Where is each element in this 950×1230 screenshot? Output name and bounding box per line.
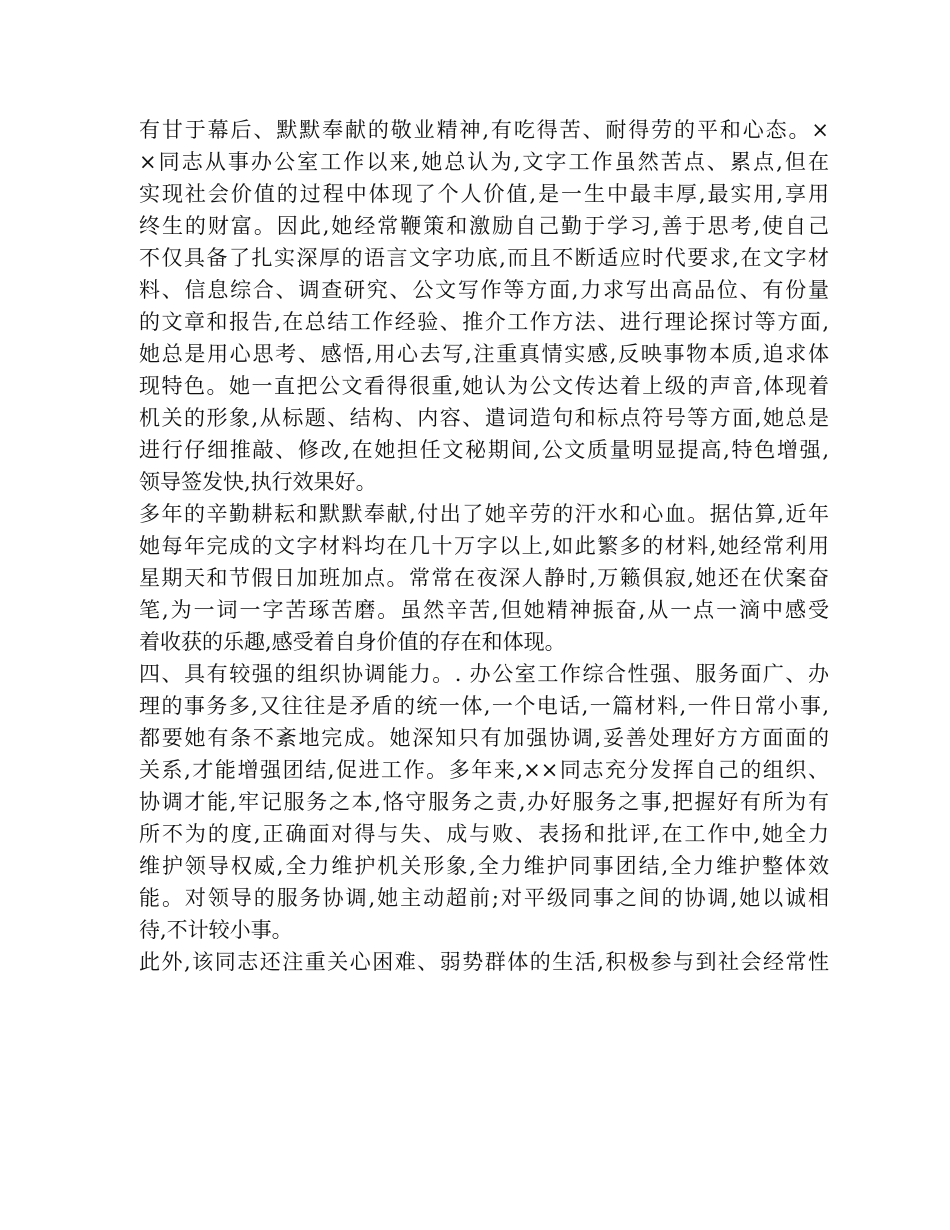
- text-line: 的文章和报告,在总结工作经验、推介工作方法、进行理论探讨等方面,: [139, 310, 829, 334]
- text-line: 不仅具备了扎实深厚的语言文字功底,而且不断适应时代要求,在文字材: [139, 246, 829, 270]
- text-line: 都要她有条不紊地完成。她深知只有加强协调,妥善处理好方方面面的: [139, 726, 829, 750]
- text-line: 理的事务多,又往往是矛盾的统一体,一个电话,一篇材料,一件日常小事,: [139, 694, 829, 718]
- text-line: 协调才能,牢记服务之本,恪守服务之责,办好服务之事,把握好有所为有: [139, 790, 829, 814]
- text-line: 关系,才能增强团结,促进工作。多年来,××同志充分发挥自己的组织、: [139, 758, 829, 782]
- text-line: 维护领导权威,全力维护机关形象,全力维护同事团结,全力维护整体效: [139, 854, 829, 878]
- text-line: 星期天和节假日加班加点。常常在夜深人静时,万籁俱寂,她还在伏案奋: [139, 566, 829, 590]
- text-line: 实现社会价值的过程中体现了个人价值,是一生中最丰厚,最实用,享用: [139, 182, 829, 206]
- text-line: 多年的辛勤耕耘和默默奉献,付出了她辛劳的汗水和心血。据估算,近年: [139, 502, 829, 526]
- paragraph: [139, 946, 829, 978]
- text-line: 此外,该同志还注重关心困难、弱势群体的生活,积极参与到社会经常性: [139, 950, 829, 974]
- text-line: 进行仔细推敲、修改,在她担任文秘期间,公文质量明显提高,特色增强,: [139, 438, 829, 462]
- text-line: 她总是用心思考、感悟,用心去写,注重真情实感,反映事物本质,追求体: [139, 342, 829, 366]
- paragraph: [139, 114, 829, 498]
- text-line: 有甘于幕后、默默奉献的敬业精神,有吃得苦、耐得劳的平和心态。×: [139, 118, 829, 142]
- text-line: ×同志从事办公室工作以来,她总认为,文字工作虽然苦点、累点,但在: [139, 150, 829, 174]
- text-line: 料、信息综合、调查研究、公文写作等方面,力求写出高品位、有份量: [139, 278, 829, 302]
- text-line: 着收获的乐趣,感受着自身价值的存在和体现。: [139, 630, 566, 654]
- paragraph: [139, 658, 829, 946]
- text-line: 现特色。她一直把公文看得很重,她认为公文传达着上级的声音,体现着: [139, 374, 829, 398]
- text-line: 待,不计较小事。: [139, 918, 293, 942]
- text-line: 所不为的度,正确面对得与失、成与败、表扬和批评,在工作中,她全力: [139, 822, 829, 846]
- text-line: 能。对领导的服务协调,她主动超前;对平级同事之间的协调,她以诚相: [139, 886, 829, 910]
- text-line: 机关的形象,从标题、结构、内容、遣词造句和标点符号等方面,她总是: [139, 406, 829, 430]
- document-body: [139, 114, 829, 978]
- text-line: 四、具有较强的组织协调能力。. 办公室工作综合性强、服务面广、办: [139, 662, 829, 686]
- text-line: 终生的财富。因此,她经常鞭策和激励自己勤于学习,善于思考,使自己: [139, 214, 829, 238]
- paragraph: [139, 498, 829, 658]
- text-line: 领导签发快,执行效果好。: [139, 470, 377, 494]
- text-line: 她每年完成的文字材料均在几十万字以上,如此繁多的材料,她经常利用: [139, 534, 829, 558]
- text-line: 笔,为一词一字苦琢苦磨。虽然辛苦,但她精神振奋,从一点一滴中感受: [139, 598, 829, 622]
